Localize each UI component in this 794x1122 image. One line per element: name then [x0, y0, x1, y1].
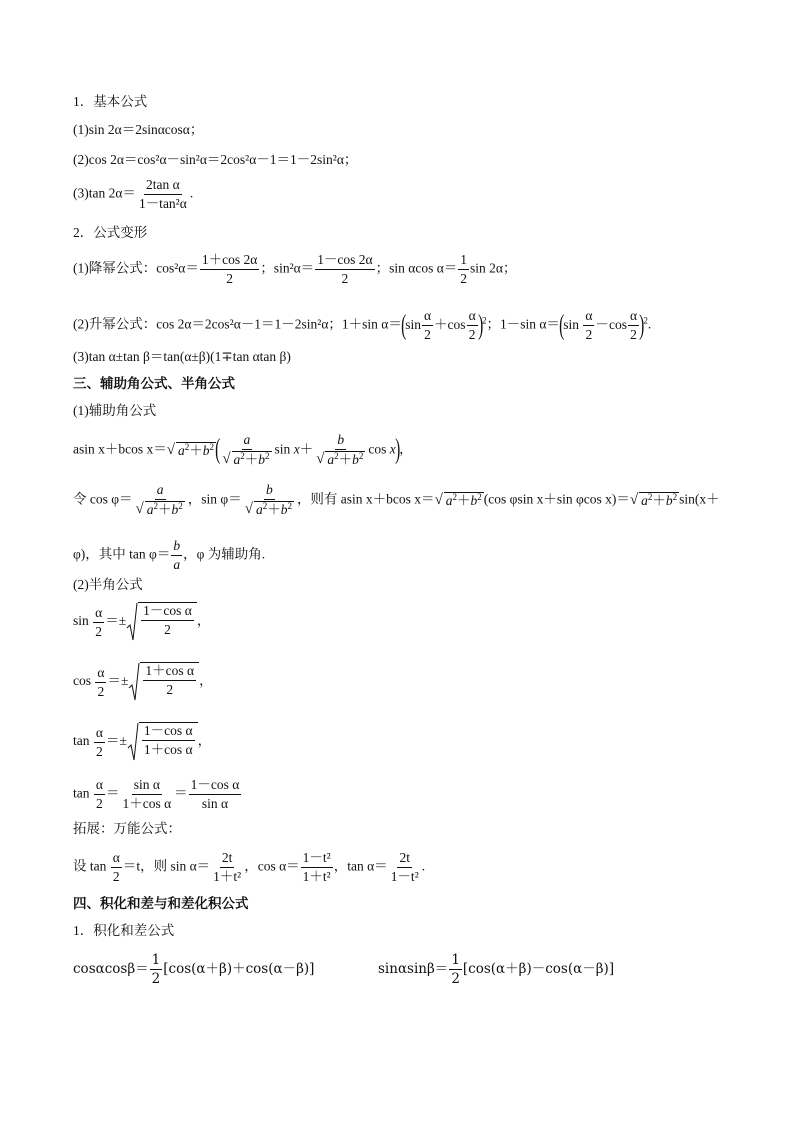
two-den: 2 — [585, 327, 593, 342]
alpha-half-frac — [93, 605, 104, 640]
formula-sin-sin — [378, 952, 614, 987]
ext-eq-t: ＝t，则 sin α＝ — [122, 858, 211, 874]
aux-label: (1)辅助角公式 — [73, 403, 157, 418]
alpha-half-frac — [94, 725, 105, 760]
tan2a-num: 2tan α — [144, 177, 182, 195]
aux-then: ，则有 asin x＋bcos x＝ — [296, 491, 435, 507]
formula-aux-tanphi — [73, 538, 265, 573]
formula-cos2a: (2)cos 2α＝cos²α－sin²α＝2cos²α－1＝1－2sin²α； — [73, 152, 358, 167]
raise-sin-group-1: sin $\frac{\alpha}{2}$ ＋cos $\frac{\alpha}{2}$ — [405, 308, 476, 342]
formula-tan2a — [73, 177, 193, 212]
ext-label: 拓展：万能公式： — [73, 821, 181, 836]
alpha-num: α — [583, 308, 594, 326]
formula-cos-cos — [73, 952, 314, 987]
ext-tan-mid: ，tan α＝ — [333, 858, 388, 874]
tan2a-fraction — [137, 177, 189, 212]
left-paren-icon: ( — [215, 434, 221, 466]
aux-cont2: ，φ 为辅助角. — [183, 546, 266, 562]
formula-sin2a: (1)sin 2α＝2sinαcosα； — [73, 122, 204, 137]
formula-power-reduction — [73, 252, 517, 287]
raise-sin-group-2: sin $\frac{\alpha}{2}$ －cos $\frac{\alpha}{2}$ — [563, 308, 638, 342]
two-den: 2 — [96, 796, 103, 811]
big-sqrt-icon — [128, 662, 199, 702]
one-minus-cos: 1－cos α — [189, 777, 242, 795]
formula-tan-sum: (3)tan α±tan β＝tan(α±β)(1∓tan αtan β) — [73, 349, 291, 364]
formula-power-raise: (2)升幂公式：cos 2α＝2cos²α－1＝1－2sin²α；1＋sin α＝(sin $\frac{\alpha}{2}$ ＋cos $\frac{\alpha}{2}$ )$^2$；1－sin α＝(sin $\frac{\alpha}{2}$ －cos $\frac{\alpha}{2}$ )$^2$. — [73, 308, 652, 342]
tan2a-left: (3)tan 2α＝ — [73, 185, 136, 201]
lower-d1: 2 — [226, 271, 233, 286]
left-paren-icon: ( — [400, 309, 407, 341]
cc-right: [cos(α＋β)＋cos(α－β)] — [163, 961, 315, 977]
product-label: 1．积化和差公式 — [73, 923, 175, 938]
section-basic-heading: 1．基本公式 — [73, 94, 148, 109]
half-den: 2 — [151, 971, 161, 987]
cosphi-frac: a √ $a^2+b^2$ — [135, 482, 183, 518]
num-2t: 2t — [397, 850, 412, 868]
formula-half-tan: tan $\frac{\alpha}{2}$ ＝± $\frac{\text{1－cos α}}{\text{1＋cos α}}$ ， — [73, 722, 211, 762]
alpha-half-frac — [95, 665, 106, 700]
lower-frac-1 — [200, 252, 259, 287]
two-den: 2 — [468, 327, 476, 342]
pm-sign: ＝± — [105, 733, 127, 749]
half-frac — [150, 952, 163, 987]
lower-prefix: (1)降幂公式：cos²α＝ — [73, 260, 199, 276]
formula-universal — [73, 850, 425, 885]
left-paren-icon: ( — [559, 309, 565, 341]
lower-n1: 1＋cos 2α — [200, 252, 259, 270]
two-den: 2 — [97, 683, 105, 699]
half-frac — [449, 952, 462, 987]
half-cos-frac — [143, 663, 196, 698]
den-1pt2: 1＋t² — [302, 869, 331, 884]
lower-frac-3 — [458, 252, 469, 287]
alpha-half-frac — [94, 777, 105, 812]
tan2a-end: . — [189, 185, 194, 201]
cc-left: cosαcosβ＝ — [73, 961, 149, 977]
sinphi-frac: b √ $a^2+b^2$ — [244, 482, 292, 518]
half-label: (2)半角公式 — [73, 577, 143, 592]
alpha-num: α — [628, 308, 639, 326]
alpha-half-frac — [467, 308, 478, 343]
alpha-half-frac — [422, 308, 433, 343]
lower-d3: 2 — [460, 271, 468, 286]
tan2a-den: 1－tan²α — [138, 196, 187, 211]
alpha-num: α — [95, 665, 106, 683]
two-den: 2 — [95, 623, 103, 639]
two-den: 2 — [112, 869, 120, 884]
ext-cos-mid: ，cos α＝ — [244, 858, 300, 874]
formula-half-tan-rational: tan $\frac{\alpha}{2}$ ＝ $\frac{\text{sin α}}{\text{1＋cos α}}$ ＝ $\frac{\text{1－cos α}}{\text{sin α}}$ — [73, 777, 240, 811]
aux-let: 令 cos φ＝ — [73, 491, 133, 507]
aux-left: asin x＋bcos x＝ — [73, 441, 167, 457]
sqrt-a2b2: √ $a^2+b^2$ — [166, 441, 214, 458]
half-sin-frac — [141, 603, 194, 638]
univ-sin-frac — [211, 850, 243, 885]
lower-mid1: ；sin²α＝ — [260, 260, 315, 276]
aux-cont: φ)，其中 tan φ＝ — [73, 546, 171, 562]
one-plus-cos: 1＋cos α — [143, 663, 196, 681]
aux-frac-b: b √ $a^2+b^2$ — [316, 432, 364, 468]
two-den: 2 — [424, 327, 431, 342]
alpha-half-frac — [628, 308, 639, 343]
sqrt-a2b2: √ $a^2+b^2$ — [629, 491, 678, 508]
aux-frac-a: a √ $a^2+b^2$ — [222, 432, 270, 468]
raise-end: . — [647, 316, 652, 332]
alpha-half-frac — [583, 308, 594, 343]
half-num: 1 — [151, 952, 161, 968]
right-paren-icon: ) — [639, 309, 645, 341]
formula-aux-angle: asin x＋bcos x＝ √ $a^2+b^2$ ( a √ $a^2+b^2$ sin x＋ b √ $a^2+b^2$ cos x)， — [73, 432, 413, 468]
raise-prefix: (2)升幂公式：cos 2α＝2cos²α－1＝1－2sin²α；1＋sin α＝ — [73, 316, 402, 332]
ext-end: . — [421, 858, 426, 874]
tan-half-frac-1 — [120, 777, 173, 812]
one-minus-cos: 1－cos α — [142, 723, 195, 741]
two-den: 2 — [630, 327, 637, 342]
half-den: 2 — [451, 971, 460, 987]
ss-right: [cos(α＋β)－cos(α－β)] — [462, 961, 615, 977]
alpha-num: α — [111, 850, 122, 868]
alpha-num: α — [94, 777, 105, 795]
big-sqrt-icon — [126, 602, 197, 642]
lower-d2: 2 — [341, 271, 349, 286]
half-num: 1 — [451, 952, 460, 968]
right-paren-icon: ) — [477, 309, 483, 341]
section-product-heading: 四、积化和差与和差化积公式 — [73, 896, 249, 911]
tanphi-frac: $\frac{b}{a}$ — [173, 538, 181, 572]
num-2t: 2t — [220, 850, 235, 868]
sqrt-a2b2: √ $a^2+b^2$ — [434, 491, 482, 508]
big-sqrt-icon — [127, 722, 198, 762]
den-1pt2: 1＋t² — [213, 869, 242, 884]
lower-end: sin 2α； — [470, 260, 517, 276]
two-den: 2 — [166, 682, 174, 697]
lower-n2: 1－cos 2α — [315, 252, 374, 270]
formula-half-sin: sin $\frac{\alpha}{2}$ ＝± $\frac{\text{1－cos α}}{2}$ ， — [73, 602, 210, 642]
half-sin-label: sin — [73, 613, 89, 629]
univ-cos-frac — [301, 850, 333, 885]
lower-frac-2 — [315, 252, 374, 287]
pm-sign: ＝± — [107, 673, 129, 689]
alpha-num: α — [422, 308, 433, 326]
univ-tan-frac — [389, 850, 421, 885]
two-den: 2 — [96, 743, 103, 759]
section-aux-heading: 三、辅助角公式、半角公式 — [73, 376, 235, 391]
sin-a: sin α — [201, 796, 229, 811]
lower-mid2: ；sin αcos α＝ — [375, 260, 458, 276]
pm-sign: ＝± — [105, 613, 127, 629]
right-paren-icon: ) — [394, 434, 401, 466]
section-transform-heading: 2．公式变形 — [73, 225, 148, 240]
half-tan-frac — [142, 723, 195, 758]
aux-then3: sin(x＋ — [679, 491, 720, 507]
tan-half-frac-2 — [189, 777, 242, 812]
one-minus-cos: 1－cos α — [141, 603, 194, 621]
formula-aux-let — [73, 482, 720, 518]
half-cos-label: cos — [73, 673, 91, 689]
den-1mt2: 1－t² — [390, 869, 419, 884]
num-1mt2: 1－t² — [301, 850, 333, 868]
half-tan-label: tan — [73, 785, 90, 801]
alpha-num: α — [93, 605, 104, 623]
alpha-num: α — [94, 725, 105, 743]
ext-set: 设 tan — [73, 858, 107, 874]
raise-mid: ；1－sin α＝ — [486, 316, 560, 332]
formula-half-cos: cos $\frac{\alpha}{2}$ ＝± $\frac{\text{1＋cos α}}{2}$ ， — [73, 662, 213, 702]
alpha-num: α — [467, 308, 478, 326]
lower-n3: 1 — [458, 252, 469, 270]
half-tan-label: tan — [73, 733, 90, 749]
ss-left: sinαsinβ＝ — [378, 961, 449, 977]
aux-sinphi: ，sin φ＝ — [187, 491, 242, 507]
one-plus-cos: 1＋cos α — [122, 796, 172, 811]
one-plus-cos: 1＋cos α — [143, 742, 193, 757]
sin-a: sin α — [132, 777, 162, 795]
two-den: 2 — [164, 622, 171, 637]
aux-then2: (cos φsin x＋sin φcos x)＝ — [483, 491, 630, 507]
alpha-half-frac — [111, 850, 122, 885]
